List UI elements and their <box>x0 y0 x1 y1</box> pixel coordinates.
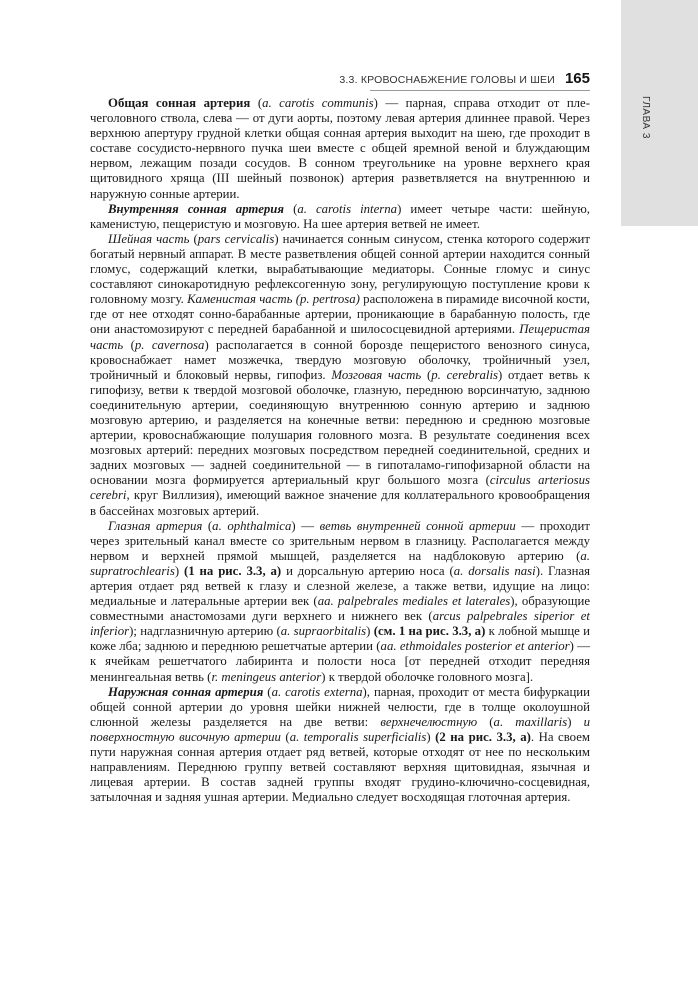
text-run: ). Глазная артерия отдает ряд ветвей к глазу и слезной железе, а также ветви, идущие на лицо: медиальные и латеральные артерии век ( <box>90 563 591 609</box>
italic-term: a. dorsalis nasi <box>453 563 536 578</box>
italic-term: a. supratrochlearis <box>90 548 590 578</box>
text-run: ( <box>189 231 198 246</box>
text-run: ( <box>123 337 135 352</box>
text-run: ) отдает ветвь к гипофизу, ветви к твердой мозговой оболочке, глазную, переднюю ворсинчатую, заднюю соединительную артерии, соединяющую внутреннюю сонную артерию и заднюю мозговую артерию, и разделяется на конечные ветви: переднюю и среднюю мозговые артерии, кровоснабжающие полушария головного мозга. В результате соединения всех мозговых артерий: передних мозговых посредством передней соединительной, средних и задних мозговых — задней соединительной — в гипоталамо-гипофизарной области на основании мозга формируется артериальный круг большого мозга ( <box>90 367 590 488</box>
paragraph <box>90 202 590 232</box>
bold-italic-term: Внутренняя сонная артерия <box>108 201 285 216</box>
italic-term: ветвь внутренней сонной артерии <box>319 518 516 533</box>
text-run: ) <box>174 563 184 578</box>
text-run: ), образующие совместными анастомозами дуги верхнего и нижнего век ( <box>90 594 590 624</box>
italic-term: r. meningeus anterior <box>211 669 322 684</box>
page-number: 165 <box>564 70 590 87</box>
italic-term: и поверхностную височную артерии <box>90 714 590 744</box>
italic-term: aa. palpebrales mediales et laterales <box>317 594 511 609</box>
text-run: , круг Виллизия), имеющий важное значение для коллатерального кровообращения в бассейнах мозговых артерий. <box>90 488 590 518</box>
italic-term: Каменистая часть <box>187 292 293 307</box>
italic-term: Шейная часть <box>108 231 190 246</box>
paragraph <box>90 685 590 806</box>
italic-term: Мозговая часть <box>331 367 422 382</box>
text-run: ) имеет четыре части: шейную, каменистую, пещеристую и мозговую. На шее артерия ветвей не имеет. <box>90 201 590 231</box>
running-head <box>90 70 590 88</box>
text-run: ( <box>280 729 290 744</box>
text-run: ) <box>567 714 584 729</box>
italic-term: aa. ethmoidales posterior et anterior <box>380 639 570 654</box>
text-run: к лобной мышце и коже лба; заднюю и переднюю решетчатые артерии ( <box>90 624 590 654</box>
italic-term: Пещеристая часть <box>90 322 590 352</box>
bold-italic-term: Наружная сонная артерия <box>108 684 264 699</box>
text-run: ), парная, проходит от места бифуркации общей сонной артерии до уровня шейки нижней челюсти, где в толще околоушной слюнной железы разделяется на две ветви: <box>90 684 591 729</box>
text-run: — проходит через зрительный канал вместе со зрительным нервом в глазницу. Располагается между нервом и верхней прямой мышцей, разделяется на надблоковую артерию ( <box>90 518 590 563</box>
text-run: ( <box>284 201 298 216</box>
italic-term: (p. pertrosa) <box>295 292 360 307</box>
text-run: ) — к ячейкам решетчатого лабиринта и полости носа [от передней отходит передняя менингеальная ветвь ( <box>90 639 591 684</box>
italic-term: circulus arteriosus cerebri <box>90 473 590 503</box>
chapter-tab-label: ГЛАВА 3 <box>640 96 651 139</box>
text-run: . На своем пути наружная сонная артерия отдает ряд ветвей, которые отходят от нее по нескольким направлениям. Переднюю группу ветвей составляют верхняя щитовидная, язычная и лицевая артерии. В состав задней группы входят грудино-ключично-сосцевидная, затылочная и задняя ушная артерии. Медиально следует восходящая глоточная артерия. <box>90 729 590 805</box>
italic-term: a. carotis externa <box>271 684 363 699</box>
text-run: ) к твердой оболочке головного мозга]. <box>321 669 534 684</box>
text-run: ( <box>202 518 213 533</box>
bold-term: (1 на рис. 3.3, а) <box>184 563 282 578</box>
text-run: ( <box>421 367 432 382</box>
italic-term: a. carotis communis <box>262 96 374 110</box>
text-run: ( <box>263 684 272 699</box>
text-run: ( <box>250 96 263 110</box>
text-run: ) — <box>291 518 320 533</box>
italic-term: Глазная артерия <box>108 518 203 533</box>
text-run: ) <box>366 624 374 639</box>
text-run: ) располагается в сонной борозде пещеристого венозного синуса, кровоснабжает намет мозжечка, твердую мозговую оболочку, тройничный узел, тройничный и блоковый нервы, гипофиз. <box>90 337 590 382</box>
header-rule <box>370 90 590 91</box>
italic-term: a. maxillaris <box>493 714 568 729</box>
italic-term: p. cavernosa <box>134 337 205 352</box>
bold-term: Общая сонная артерия <box>108 96 251 110</box>
italic-term: p. cerebralis <box>431 367 499 382</box>
text-run: и дорсальную артерию носа ( <box>281 563 454 578</box>
text-run: ) начинается сонным синусом, стенка которого содержит богатый нервный аппарат. В месте разветвления общей сонной артерии находится сонный гломус, содержащий клетки, вырабатывающие медиаторы. Сонные гломус и синус составляют синокаротидную рефлексогенную зону, регулирующую поступление крови к головному мозгу. <box>90 231 590 307</box>
paragraph <box>90 232 590 519</box>
italic-term: a. carotis interna <box>297 201 398 216</box>
text-run: расположена в пирамиде височной кости, где от нее отходят сонно-барабанные артерии, проникающие в барабанную полость, где они анастомозируют с передней барабанной и шилососцевидной артериями. <box>90 292 590 337</box>
text-run: ); надглазничную артерию ( <box>129 624 281 639</box>
bold-term: (2 на рис. 3.3, а) <box>435 729 531 744</box>
italic-term: pars cervicalis <box>197 231 275 246</box>
italic-term: a. supraorbitalis <box>280 624 367 639</box>
bold-term: (см. 1 на рис. 3.3, а) <box>373 624 486 639</box>
paragraph <box>90 96 590 202</box>
page-text <box>90 96 590 805</box>
text-run: ) <box>426 729 436 744</box>
italic-term: a. ophthalmica <box>212 518 292 533</box>
italic-term: верхнечелюстную <box>380 714 478 729</box>
paragraph <box>90 519 590 685</box>
text-run: ( <box>477 714 494 729</box>
italic-term: a. temporalis superficialis <box>289 729 427 744</box>
italic-term: arcus palpebrales siperior et inferior <box>90 609 590 639</box>
text-run: ) — парная, справа отходит от плечеголовного ствола, слева — от дуги аорты, поэтому левая артерия длиннее правой. Через верхнюю апертуру грудной клетки общая сонная артерия выходит на шею, где проходит в составе сосудисто-нервного пучка шеи вместе с общей яремной веной и блуждающим нервом, лежащим позади сосудов. В сонном треугольнике на уровне верхнего края щитовидного хряща (III шейный позвонок) артерия разветвляется на внутреннюю и наружную сонные артерии. <box>90 96 591 201</box>
section-title: 3.3. КРОВОСНАБЖЕНИЕ ГОЛОВЫ И ШЕИ <box>339 74 555 86</box>
